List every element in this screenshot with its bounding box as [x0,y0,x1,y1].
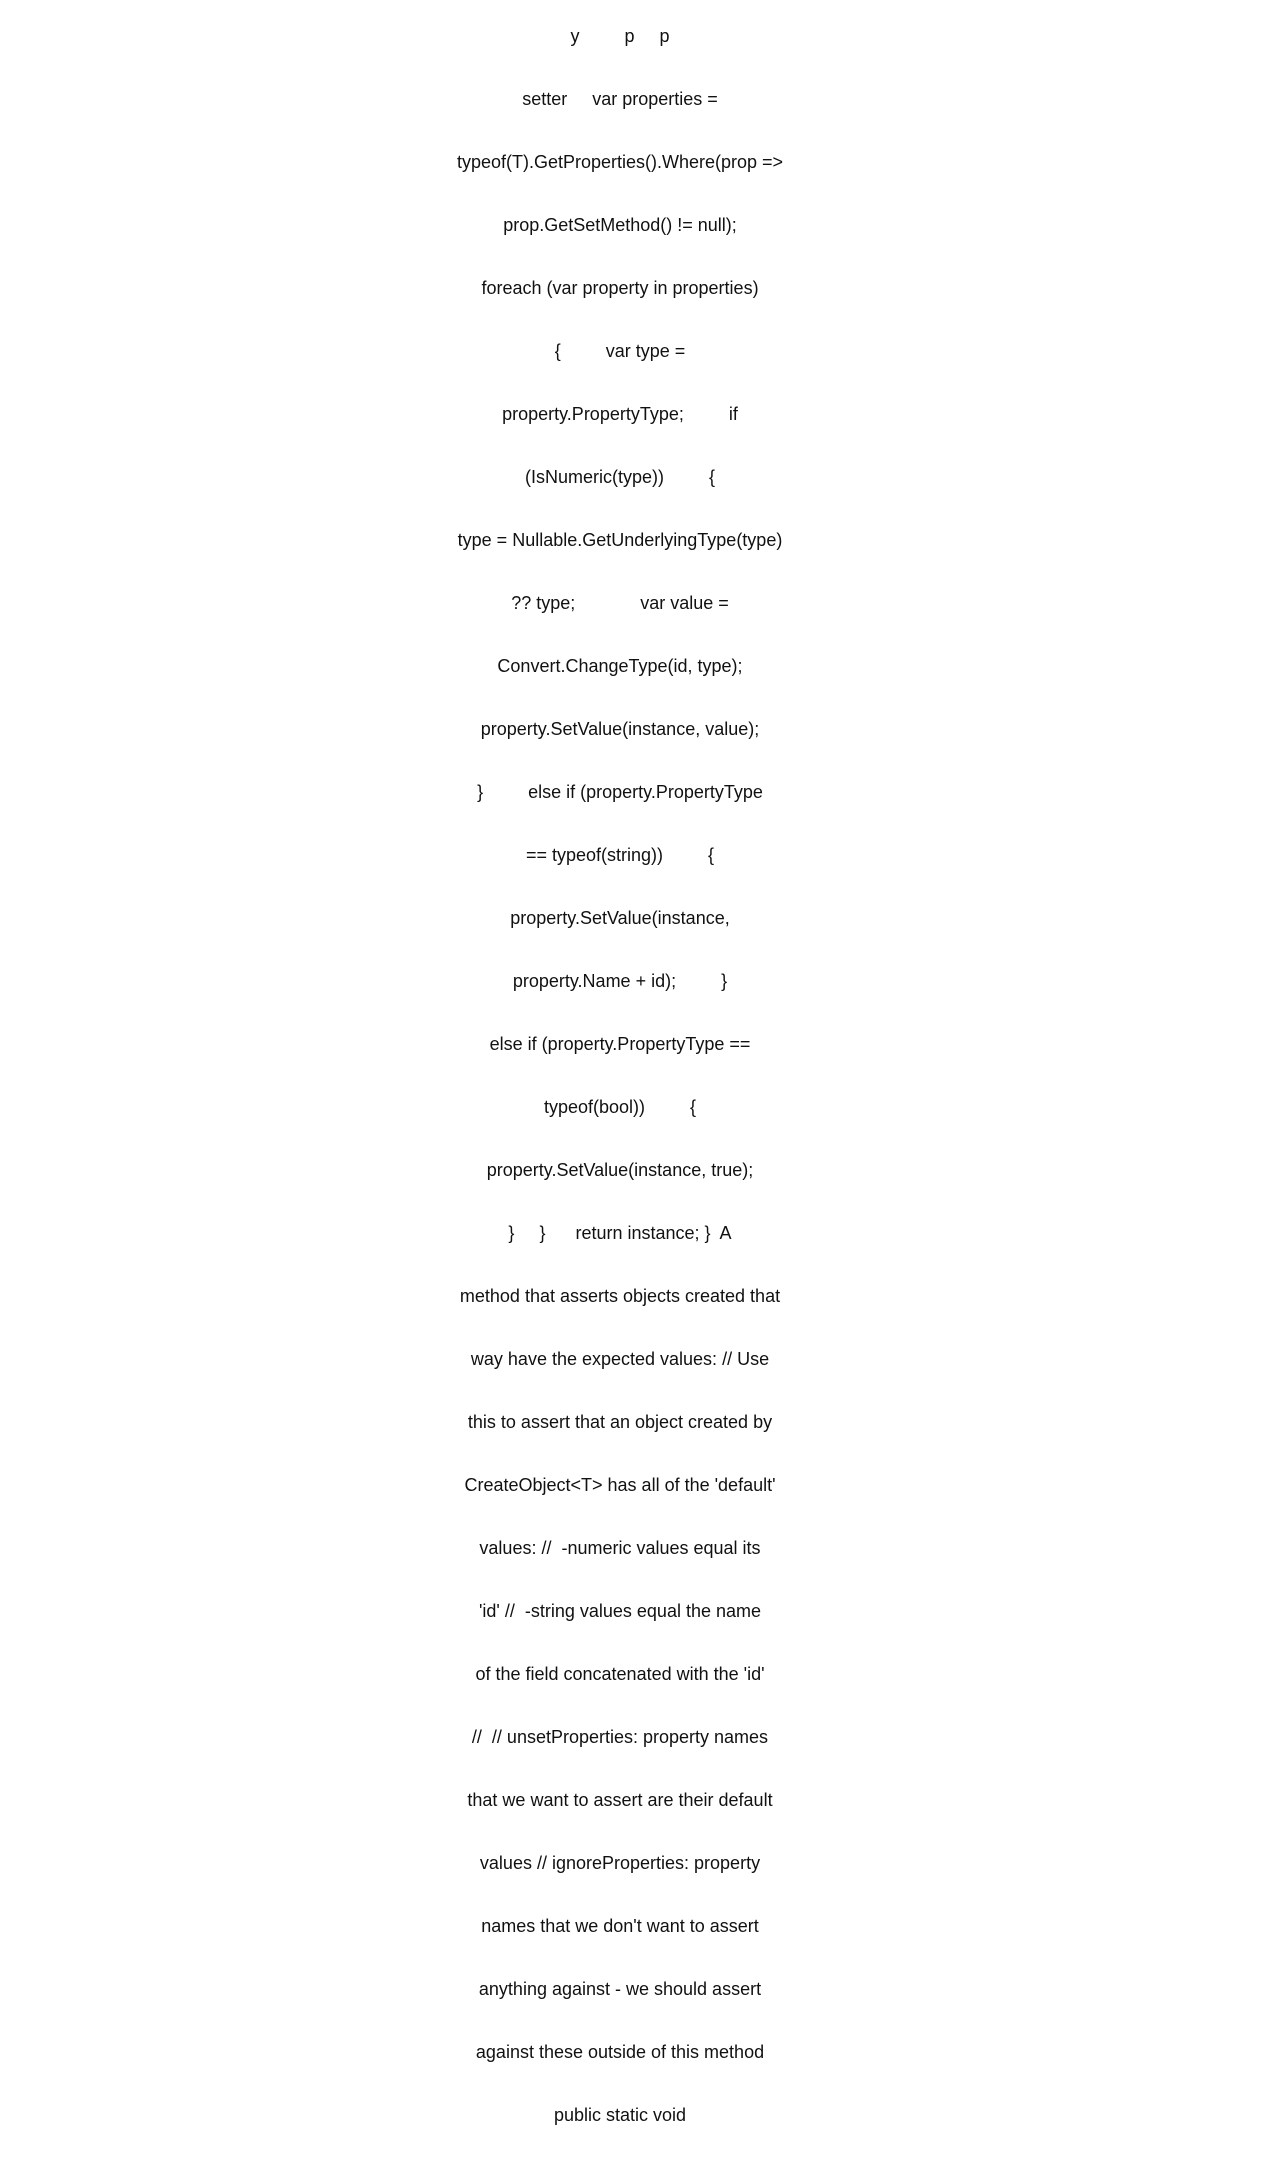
text-line: property.SetValue(instance, value); [480,719,760,739]
text-line: else if (property.PropertyType == [489,1034,751,1054]
text-line: of the field concatenated with the 'id' [475,1664,765,1684]
text-line: this to assert that an object created by [467,1412,773,1432]
text-line: names that we don't want to assert [481,1916,759,1936]
text-line: 'id' // -string values equal the name [478,1601,762,1621]
text-line: typeof(T).GetProperties().Where(prop => [456,152,784,172]
text-line: prop.GetSetMethod() != null); [503,215,737,235]
text-line: property.SetValue(instance, [510,908,730,928]
text-line: setter var properties = [522,89,718,109]
text-line: Convert.ChangeType(id, type); [497,656,743,676]
text-line: method that asserts objects created that [459,1286,781,1306]
text-line: foreach (var property in properties) [481,278,759,298]
text-line: CreateObject<T> has all of the 'default' [464,1475,776,1495]
text-line: } else if (property.PropertyType [477,782,763,802]
text-line: property.SetValue(instance, true); [486,1160,754,1180]
text-line: public static void [553,2105,687,2125]
text-line: type = Nullable.GetUnderlyingType(type) [457,530,783,550]
text-line: property.Name + id); } [512,971,728,991]
text-line: == typeof(string)) { [525,845,715,865]
text-line: that we want to assert are their default [467,1790,773,1810]
text-line: property.PropertyType; if [502,404,738,424]
text-line: (IsNumeric(type)) { [524,467,716,487]
text-line: y p p [570,26,670,46]
text-line: ?? type; var value = [511,593,729,613]
text-line: values: // -numeric values equal its [479,1538,761,1558]
text-line: values // ignoreProperties: property [479,1853,761,1873]
text-line: typeof(bool)) { [543,1097,697,1117]
text-line: // // unsetProperties: property names [471,1727,769,1747]
text-line: way have the expected values: // Use [470,1349,770,1369]
text-line: } } return instance; } A [508,1223,732,1243]
text-line: { var type = [554,341,686,361]
text-line: against these outside of this method [475,2042,765,2062]
text-line: anything against - we should assert [478,1979,762,1999]
document-text [440,0,800,2168]
